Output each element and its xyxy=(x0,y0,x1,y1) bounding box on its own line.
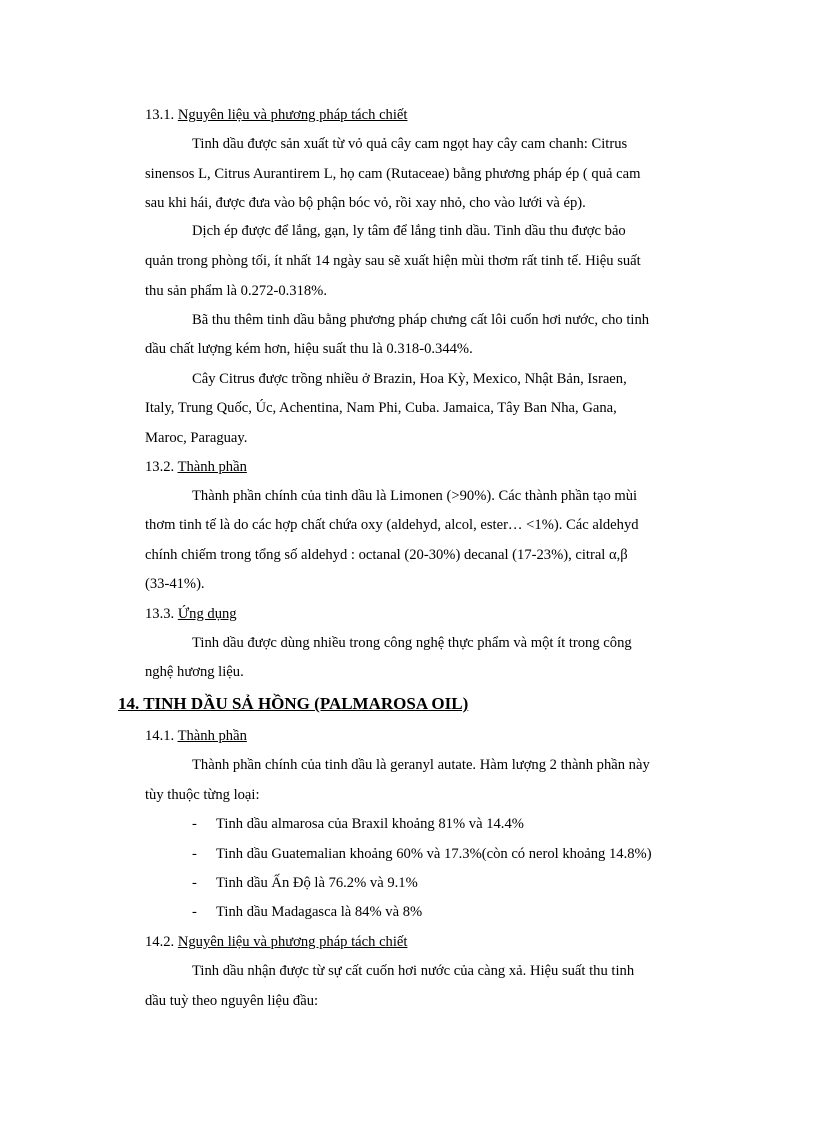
section-13-2-heading xyxy=(145,458,247,476)
section-number: 13.2. xyxy=(145,459,175,475)
section-13-3-heading xyxy=(145,605,237,623)
paragraph-line: quản trong phòng tối, ít nhất 14 ngày sau sẽ xuất hiện mùi thơm rất tinh tế. Hiệu suất xyxy=(145,253,641,269)
paragraph-line: nghệ hương liệu. xyxy=(145,664,244,680)
section-title: Thành phần xyxy=(177,459,247,475)
paragraph-line: Bã thu thêm tinh dầu bằng phương pháp chưng cất lôi cuốn hơi nước, cho tinh xyxy=(192,312,650,328)
paragraph-line: (33-41%). xyxy=(145,576,205,592)
list-item xyxy=(192,903,422,921)
bullet-dash: - xyxy=(192,816,197,832)
list-item xyxy=(192,815,524,833)
paragraph-line: tùy thuộc từng loại: xyxy=(145,787,260,803)
section-title: Nguyên liệu và phương pháp tách chiết xyxy=(177,934,408,950)
paragraph-line: sinensos L, Citrus Aurantirem L, họ cam (Rutaceae) bằng phương pháp ép ( quả cam xyxy=(145,166,641,182)
paragraph-line: thơm tinh tế là do các hợp chất chứa oxy (aldehyd, alcol, ester… <1%). Các aldehyd xyxy=(145,517,639,533)
paragraph-line: Thành phần chính của tinh dầu là geranyl autate. Hàm lượng 2 thành phần này xyxy=(192,757,650,773)
list-item-text: Tinh dầu Madagasca là 84% và 8% xyxy=(216,904,423,920)
bullet-dash: - xyxy=(192,875,197,891)
section-title: Ứng dụng xyxy=(177,606,237,622)
paragraph-line: chính chiếm trong tổng số aldehyd : octanal (20-30%) decanal (17-23%), citral α,β xyxy=(145,547,628,563)
paragraph-line: thu sản phẩm là 0.272-0.318%. xyxy=(145,283,327,299)
section-title: Nguyên liệu và phương pháp tách chiết xyxy=(177,107,408,123)
list-item xyxy=(192,874,418,892)
section-title: Thành phần xyxy=(177,728,247,744)
paragraph-line: Cây Citrus được trồng nhiều ở Brazin, Hoa Kỳ, Mexico, Nhật Bản, Israen, xyxy=(192,371,627,387)
paragraph-line: Tinh dầu được dùng nhiều trong công nghệ thực phẩm và một ít trong công xyxy=(192,635,632,651)
paragraph-line: Thành phần chính của tinh dầu là Limonen (>90%). Các thành phần tạo mùi xyxy=(192,488,638,504)
paragraph-line: Tinh dầu nhận được từ sự cất cuốn hơi nước của càng xả. Hiệu suất thu tinh xyxy=(192,963,635,979)
paragraph-line: Tinh dầu được sản xuất từ vỏ quả cây cam ngọt hay cây cam chanh: Citrus xyxy=(192,136,628,152)
paragraph-line: dầu chất lượng kém hơn, hiệu suất thu là 0.318-0.344%. xyxy=(145,341,473,357)
list-item xyxy=(192,845,652,863)
paragraph-line: Dịch ép được để lắng, gạn, ly tâm để lắng tinh dầu. Tinh dầu thu được bảo xyxy=(192,223,626,239)
section-14-1-heading xyxy=(145,727,247,745)
paragraph-line: sau khi hái, được đưa vào bộ phận bóc vỏ, rồi xay nhỏ, cho vào lưới và ép). xyxy=(145,195,586,211)
list-item-text: Tinh dầu Guatemalian khoảng 60% và 17.3%(còn có nerol khoảng 14.8%) xyxy=(216,846,652,862)
section-number: 14.1. xyxy=(145,728,175,744)
section-number: 14.2. xyxy=(145,934,175,950)
section-number: 13.1. xyxy=(145,107,175,123)
section-number: 13.3. xyxy=(145,606,175,622)
paragraph-line: dầu tuỳ theo nguyên liệu đầu: xyxy=(145,993,319,1009)
paragraph-line: Maroc, Paraguay. xyxy=(145,430,248,446)
section-13-1-heading xyxy=(145,106,407,124)
paragraph-line: Italy, Trung Quốc, Úc, Achentina, Nam Phi, Cuba. Jamaica, Tây Ban Nha, Gana, xyxy=(145,400,617,416)
list-item-text: Tinh dầu Ấn Độ là 76.2% và 9.1% xyxy=(216,875,418,891)
bullet-dash: - xyxy=(192,846,197,862)
list-item-text: Tinh dầu almarosa của Braxil khoảng 81% và 14.4% xyxy=(216,816,524,832)
section-14-2-heading xyxy=(145,933,407,951)
chapter-14-heading: 14. TINH DẦU SẢ HỒNG (PALMAROSA OIL) xyxy=(118,694,469,713)
bullet-dash: - xyxy=(192,904,197,920)
